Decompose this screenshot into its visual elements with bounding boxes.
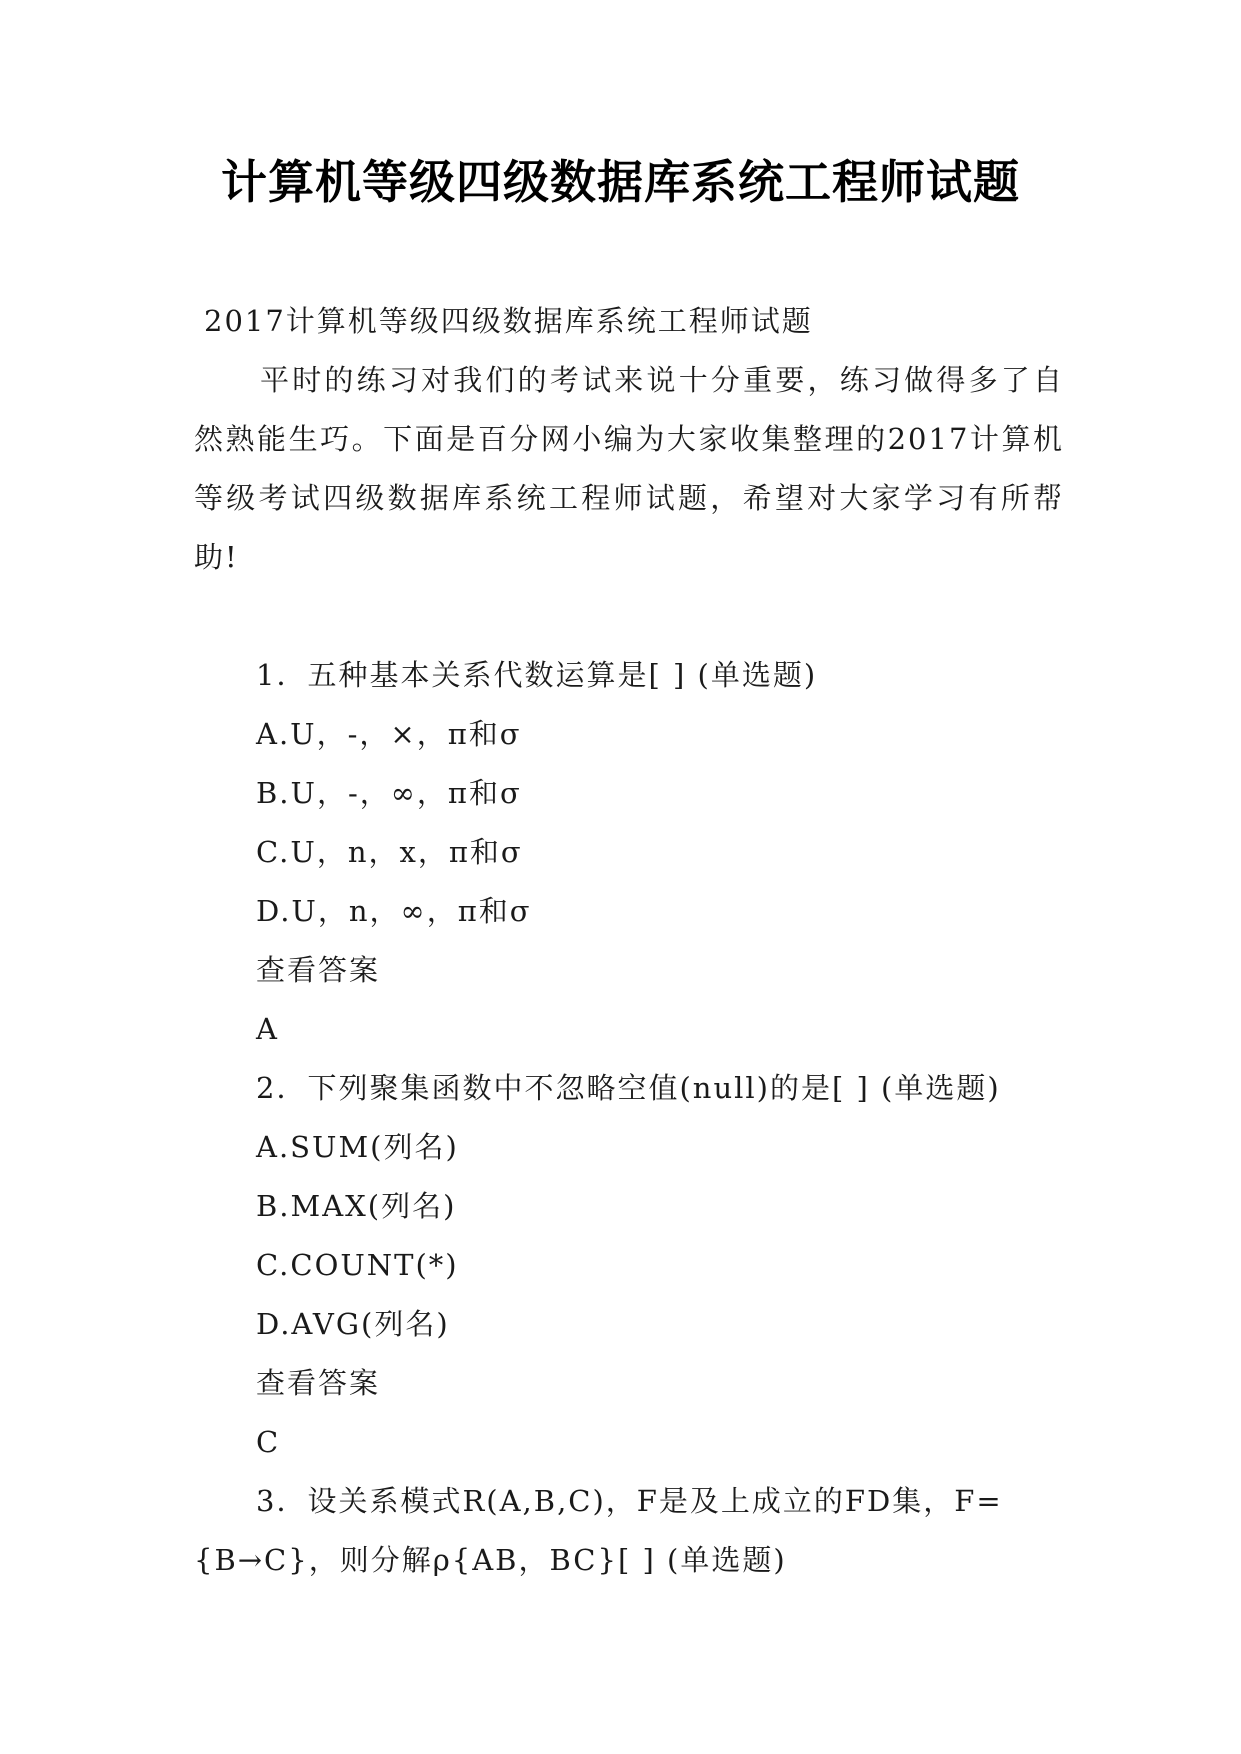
document-body bbox=[194, 292, 1064, 1590]
question-2-option-b: B.MAX(列名) bbox=[256, 1189, 457, 1223]
question-2-option-a: A.SUM(列名) bbox=[256, 1130, 459, 1164]
question-2-option-c: C.COUNT(*) bbox=[256, 1248, 459, 1282]
question-1: 1．五种基本关系代数运算是[ ] (单选题) bbox=[256, 658, 818, 692]
document-title: 计算机等级四级数据库系统工程师试题 bbox=[221, 155, 1020, 209]
question-1-option-c: C.U，n，x，π和σ bbox=[256, 835, 523, 869]
question-2-view-answer: 查看答案 bbox=[256, 1366, 381, 1400]
subtitle: 2017计算机等级四级数据库系统工程师试题 bbox=[204, 304, 813, 338]
question-1-option-d: D.U，n，∞，π和σ bbox=[256, 894, 532, 928]
question-2-option-d: D.AVG(列名) bbox=[256, 1307, 450, 1341]
question-1-option-b: B.U，-，∞，π和σ bbox=[256, 776, 522, 810]
question-1-view-answer: 查看答案 bbox=[256, 953, 381, 987]
spacer bbox=[194, 587, 1064, 646]
intro-paragraph: 平时的练习对我们的考试来说十分重要，练习做得多了自然熟能生巧。下面是百分网小编为大家收集整理的2017计算机等级考试四级数据库系统工程师试题，希望对大家学习有所帮助! bbox=[194, 363, 1064, 574]
question-2-answer: C bbox=[256, 1425, 281, 1459]
question-1-answer: A bbox=[256, 1012, 279, 1046]
question-1-option-a: A.U，-，×，π和σ bbox=[256, 717, 522, 751]
question-2: 2．下列聚集函数中不忽略空值(null)的是[ ] (单选题) bbox=[256, 1071, 1001, 1105]
question-3: 3．设关系模式R(A,B,C)，F是及上成立的FD集，F={B→C}，则分解ρ{AB，BC}[ ] (单选题) bbox=[194, 1484, 1003, 1577]
